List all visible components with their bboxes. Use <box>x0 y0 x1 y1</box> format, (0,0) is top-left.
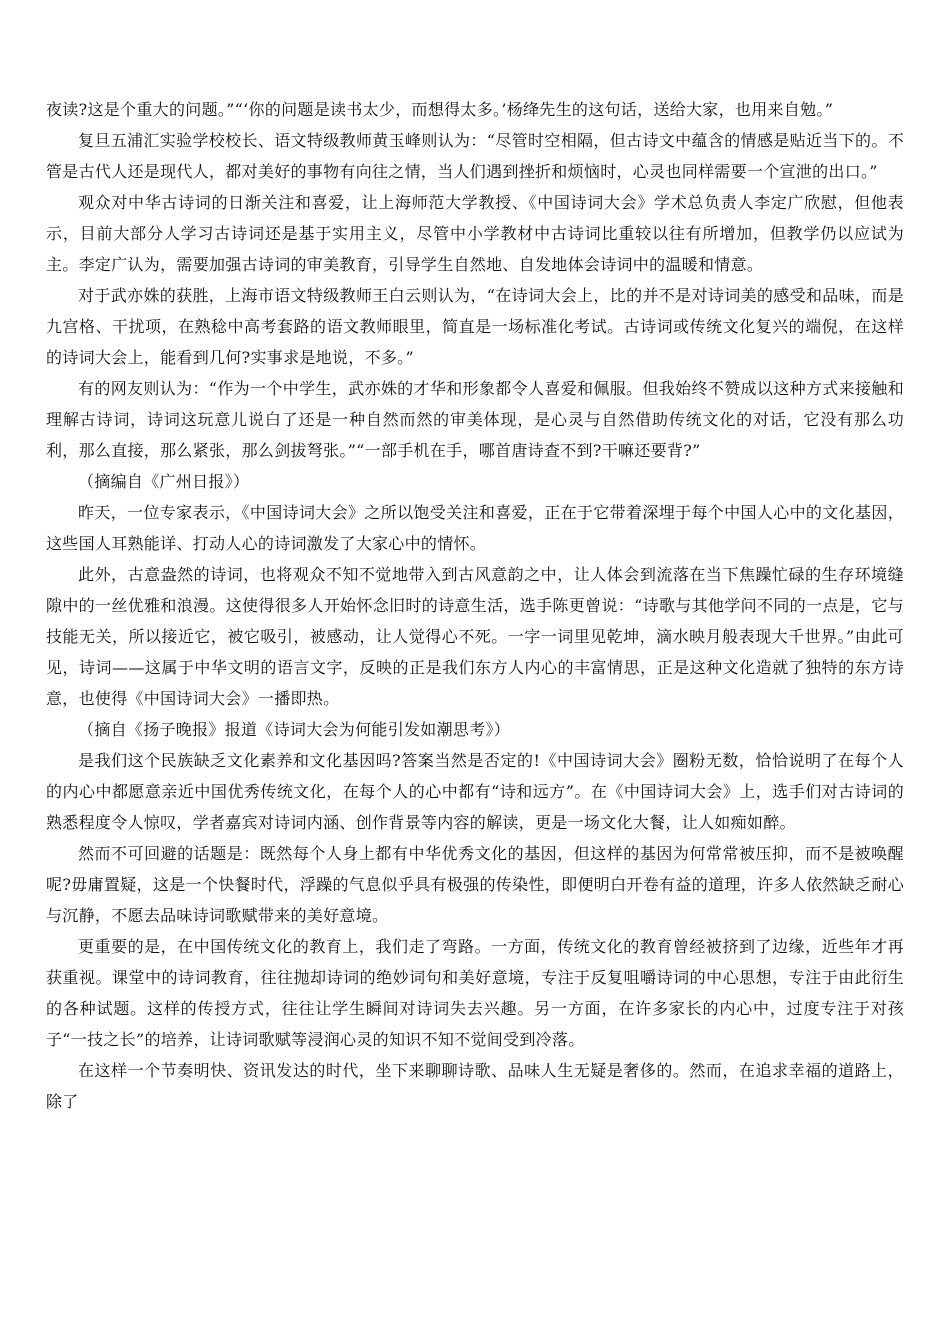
source-note-guangzhou-daily: （摘编自《广州日报》） <box>78 472 250 491</box>
paragraph-continuation: 夜读?这是个重大的问题。”“‘你的问题是读书太少，而想得太多。’杨绛先生的这句话，送给大家，也用来自勉。” <box>46 100 834 119</box>
paragraph-li-dingguang: 观众对中华古诗词的日渐关注和喜爱，让上海师范大学教授、《中国诗词大会》学术总负责人李定广欣慰，但他表示，目前大部分人学习古诗词还是基于实用主义，尽管中小学教材中古诗词比重较以往有所增加，但教学仍以应试为主。李定广认为，需要加强古诗词的审美教育，引导学生自然地、自发地体会诗词中的温暖和情意。 <box>46 193 904 274</box>
source-note-yangtse-evening-post: （摘自《扬子晚报》报道《诗词大会为何能引发如潮思考》） <box>78 720 511 739</box>
paragraph-cultural-genes: 是我们这个民族缺乏文化素养和文化基因吗?答案当然是否定的!《中国诗词大会》圈粉无数，恰恰说明了在每个人的内心中都愿意亲近中国优秀传统文化，在每个人的心中都有“诗和远方”。在《中国诗词大会》上，选手们对古诗词的熟悉程度令人惊叹，学者嘉宾对诗词内涵、创作背景等内容的解读，更是一场文化大餐，让人如痴如醉。 <box>46 751 904 832</box>
paragraph-education-detour: 更重要的是，在中国传统文化的教育上，我们走了弯路。一方面，传统文化的教育曾经被挤到了边缘，近些年才再获重视。课堂中的诗词教育，往往抛却诗词的绝妙词句和美好意境，专注于反复咀嚼诗词的中心思想，专注于由此衍生的各种试题。这样的传授方式，往往让学生瞬间对诗词失去兴趣。另一方面，在许多家长的内心中，过度专注于对孩子“一技之长”的培养，让诗词歌赋等浸润心灵的知识不知不觉间受到冷落。 <box>46 937 904 1049</box>
paragraph-fast-food-era: 然而不可回避的话题是：既然每个人身上都有中华优秀文化的基因，但这样的基因为何常常被压抑，而不是被唤醒呢?毋庸置疑，这是一个快餐时代，浮躁的气息似乎具有极强的传染性，即便明白开卷有益的道理，许多人依然缺乏耐心与沉静，不愿去品味诗词歌赋带来的美好意境。 <box>46 844 904 925</box>
paragraph-wang-baiyun: 对于武亦姝的获胜，上海市语文特级教师王白云则认为，“在诗词大会上，比的并不是对诗词美的感受和品味，而是九宫格、干扰项，在熟稔中高考套路的语文教师眼里，简直是一场标准化考试。古诗词或传统文化复兴的端倪，在这样的诗词大会上，能看到几何?实事求是地说，不多。” <box>46 286 904 367</box>
paragraph-closing: 在这样一个节奏明快、资讯发达的时代，坐下来聊聊诗歌、品味人生无疑是奢侈的。然而，在追求幸福的道路上，除了 <box>46 1061 904 1111</box>
paragraph-expert: 昨天，一位专家表示，《中国诗词大会》之所以饱受关注和喜爱，正在于它带着深埋于每个中国人心中的文化基因，这些国人耳熟能详、打动人心的诗词激发了大家心中的情怀。 <box>46 503 904 553</box>
paragraph-netizen: 有的网友则认为：“作为一个中学生，武亦姝的才华和形象都令人喜爱和佩服。但我始终不赞成以这种方式来接触和理解古诗词，诗词这玩意儿说白了还是一种自然而然的审美体现，是心灵与自然借助传统文化的对话，它没有那么功利，那么直接，那么紧张，那么剑拔弩张。”“一部手机在手，哪首唐诗查不到?干嘛还要背?” <box>46 379 904 460</box>
paragraph-chen-geng: 此外，古意盎然的诗词，也将观众不知不觉地带入到古风意韵之中，让人体会到流落在当下焦躁忙碌的生存环境缝隙中的一丝优雅和浪漫。这使得很多人开始怀念旧时的诗意生活，选手陈更曾说：“诗歌与其他学问不同的一点是，它与技能无关，所以接近它，被它吸引，被感动，让人觉得心不死。一字一词里见乾坤，滴水映月般表现大千世界。”由此可见，诗词——这属于中华文明的语言文字，反映的正是我们东方人内心的丰富情思，正是这种文化造就了独特的东方诗意，也使得《中国诗词大会》一播即热。 <box>46 565 904 708</box>
paragraph-huang-yufeng: 复旦五浦汇实验学校校长、语文特级教师黄玉峰则认为：“尽管时空相隔，但古诗文中蕴含的情感是贴近当下的。不管是古代人还是现代人，都对美好的事物有向往之情，当人们遇到挫折和烦恼时，心灵也同样需要一个宣泄的出口。” <box>46 131 904 181</box>
